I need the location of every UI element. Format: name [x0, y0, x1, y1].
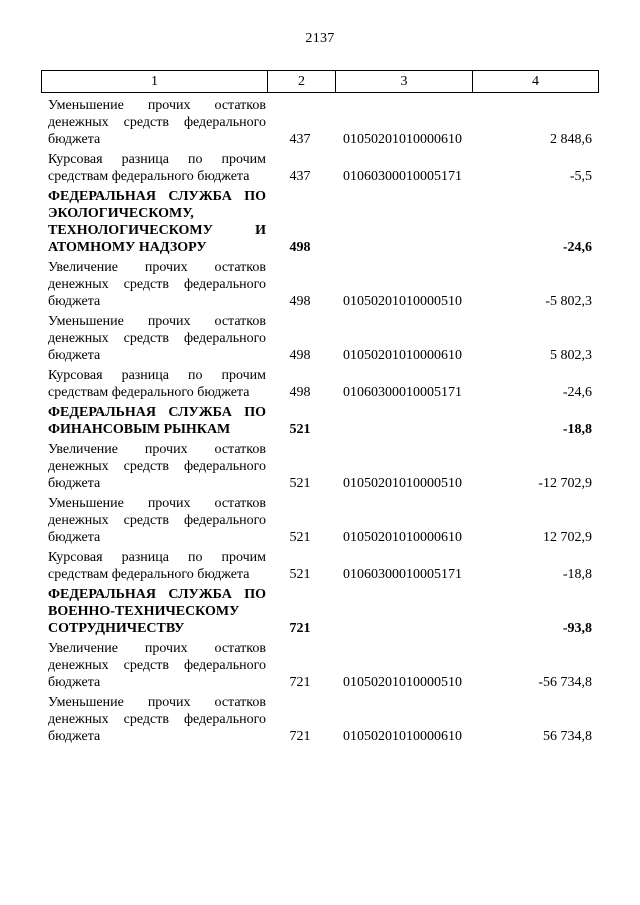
row-kbk: 01060300010005171	[343, 567, 462, 582]
row-code: 437	[289, 169, 311, 184]
table-row	[41, 259, 599, 310]
row-code: 521	[289, 567, 311, 582]
row-value: 5 802,3	[550, 348, 592, 363]
row-code: 498	[289, 385, 311, 400]
table-header	[41, 70, 599, 93]
header-col-2: 2	[267, 71, 335, 92]
row-kbk: 01050201010000610	[343, 132, 462, 147]
row-name: Уменьшение прочих остатков денежных средств федерального бюджета	[48, 496, 266, 545]
row-kbk: 01050201010000610	[343, 729, 462, 744]
table-row	[41, 694, 599, 745]
section-header-row	[41, 404, 599, 438]
header-col-4: 4	[472, 71, 598, 92]
row-name: Уменьшение прочих остатков денежных средств федерального бюджета	[48, 695, 266, 744]
row-value: -5 802,3	[545, 294, 592, 309]
row-code: 521	[289, 530, 311, 545]
header-col-1: 1	[151, 73, 158, 89]
row-code: 721	[289, 675, 311, 690]
table-body	[41, 97, 599, 745]
table-row	[41, 640, 599, 691]
row-value: 56 734,8	[543, 729, 592, 744]
row-name: ФЕДЕРАЛЬНАЯ СЛУЖБА ПО ВОЕННО-ТЕХНИЧЕСКОМУ СОТРУДНИЧЕСТВУ	[48, 587, 266, 636]
row-code: 721	[289, 621, 311, 636]
row-value: -12 702,9	[538, 476, 592, 491]
row-value: -18,8	[562, 422, 592, 437]
table-row	[41, 495, 599, 546]
row-name: ФЕДЕРАЛЬНАЯ СЛУЖБА ПО ЭКОЛОГИЧЕСКОМУ, ТЕХНОЛОГИЧЕСКОМУ И АТОМНОМУ НАДЗОРУ	[48, 189, 266, 255]
table-row	[41, 313, 599, 364]
row-name: Курсовая разница по прочим средствам федерального бюджета	[48, 368, 266, 400]
row-kbk: 01050201010000610	[343, 530, 462, 545]
row-kbk: 01050201010000510	[343, 476, 462, 491]
row-code: 521	[289, 422, 311, 437]
row-name: Курсовая разница по прочим средствам федерального бюджета	[48, 550, 266, 582]
row-name: Увеличение прочих остатков денежных средств федерального бюджета	[48, 641, 266, 690]
row-name: Уменьшение прочих остатков денежных средств федерального бюджета	[48, 98, 266, 147]
row-code: 498	[289, 294, 311, 309]
section-header-row	[41, 586, 599, 637]
row-code: 498	[289, 348, 311, 363]
row-value: -56 734,8	[538, 675, 592, 690]
row-name: ФЕДЕРАЛЬНАЯ СЛУЖБА ПО ФИНАНСОВЫМ РЫНКАМ	[48, 405, 266, 437]
row-code: 721	[289, 729, 311, 744]
row-value: 12 702,9	[543, 530, 592, 545]
row-value: -24,6	[562, 385, 592, 400]
row-value: -93,8	[562, 621, 592, 636]
row-name: Увеличение прочих остатков денежных средств федерального бюджета	[48, 260, 266, 309]
row-value: 2 848,6	[550, 132, 592, 147]
row-code: 437	[289, 132, 311, 147]
page-number: 2137	[305, 31, 335, 46]
row-name: Уменьшение прочих остатков денежных средств федерального бюджета	[48, 314, 266, 363]
table-row	[41, 151, 599, 185]
row-value: -18,8	[562, 567, 592, 582]
row-name: Увеличение прочих остатков денежных средств федерального бюджета	[48, 442, 266, 491]
row-value: -24,6	[562, 240, 592, 255]
row-kbk: 01060300010005171	[343, 385, 462, 400]
table-row	[41, 441, 599, 492]
row-kbk: 01060300010005171	[343, 169, 462, 184]
table-row	[41, 549, 599, 583]
table-row	[41, 367, 599, 401]
row-code: 521	[289, 476, 311, 491]
header-col-3: 3	[335, 71, 472, 92]
table-row	[41, 97, 599, 148]
row-value: -5,5	[569, 169, 592, 184]
row-kbk: 01050201010000610	[343, 348, 462, 363]
row-code: 498	[289, 240, 311, 255]
row-kbk: 01050201010000510	[343, 294, 462, 309]
section-header-row	[41, 188, 599, 256]
row-name: Курсовая разница по прочим средствам федерального бюджета	[48, 152, 266, 184]
row-kbk: 01050201010000510	[343, 675, 462, 690]
